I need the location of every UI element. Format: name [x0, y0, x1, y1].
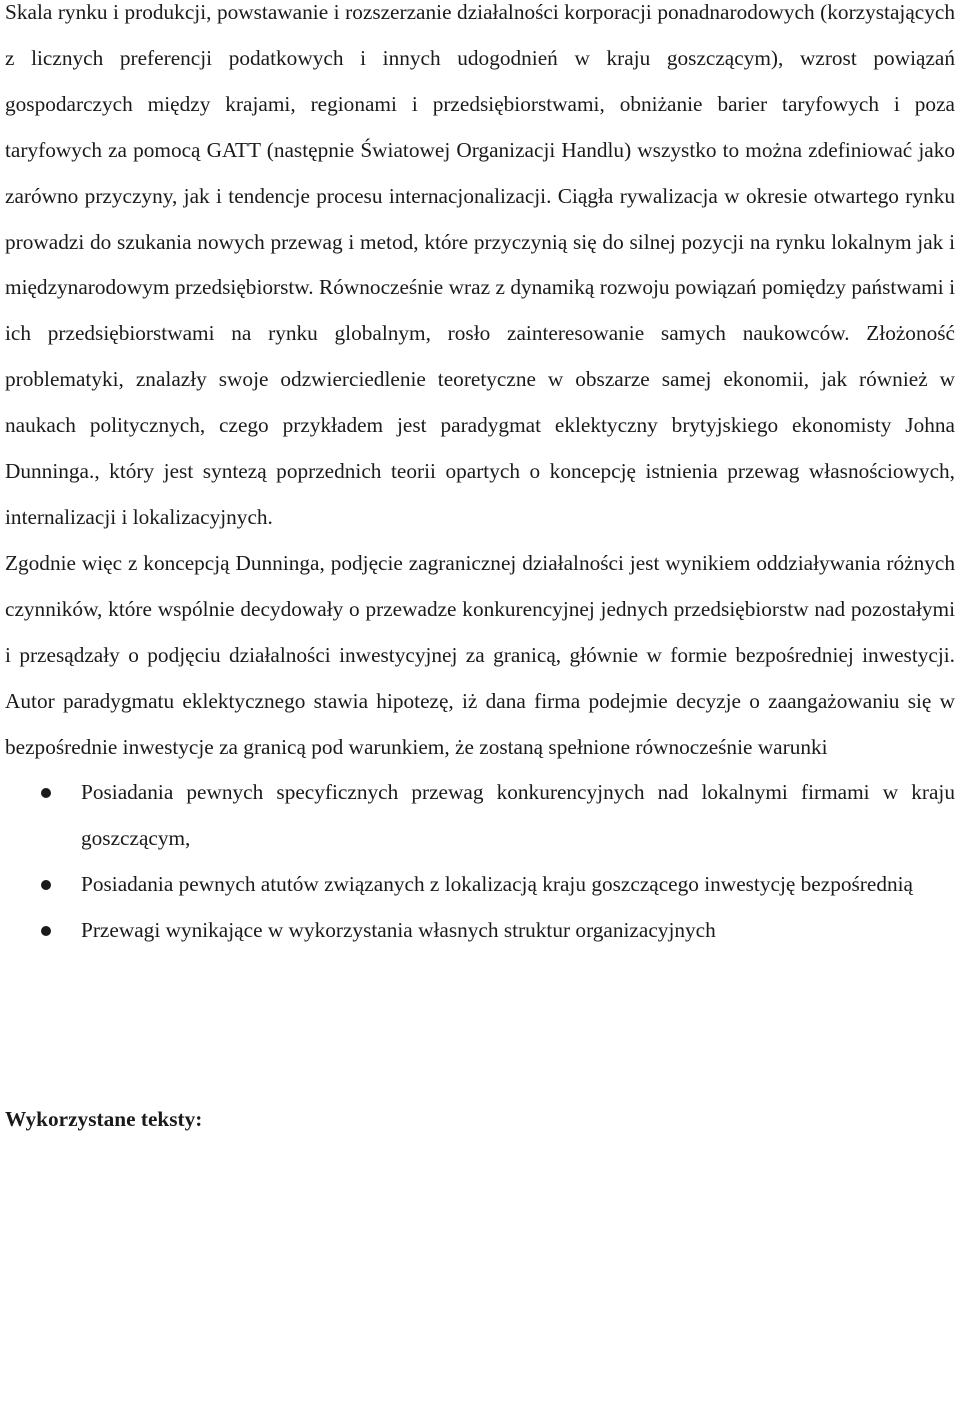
- list-item: [5, 908, 955, 954]
- paragraph-dunning-paradigm: Zgodnie więc z koncepcją Dunninga, podjęcie zagranicznej działalności jest wynikiem oddziaływania różnych czynników, które wspólnie decydowały o przewadze konkurencyjnej jednych przedsiębiorstw nad pozostałymi i przesądzały o podjęciu działalności inwestycyjnej za granicą, głównie w formie bezpośredniej inwestycji. Autor paradygmatu eklektycznego stawia hipotezę, iż dana firma podejmie decyzje o zaangażowaniu się w bezpośrednie inwestycje za granicą pod warunkiem, że zostaną spełnione równocześnie warunki: [5, 550, 955, 759]
- bullet-icon: [41, 880, 51, 890]
- bullet-icon: [41, 926, 51, 936]
- conditions-list: [5, 770, 955, 954]
- list-item: [5, 862, 955, 908]
- list-item: [5, 770, 955, 862]
- list-item-text: Przewagi wynikające w wykorzystania własnych struktur organizacyjnych: [81, 918, 716, 943]
- paragraph-internationalization: Skala rynku i produkcji, powstawanie i rozszerzanie działalności korporacji ponadnarodowych (korzystających z licznych preferencji podatkowych i innych udogodnień w kraju goszczącym), wzrost powiązań gospodarczych między krajami, regionami i przedsiębiorstwami, obniżanie barier taryfowych i poza taryfowych za pomocą GATT (następnie Światowej Organizacji Handlu) wszystko to można zdefiniować jako zarówno przyczyny, jak i tendencje procesu internacjonalizacji. Ciągła rywalizacja w okresie otwartego rynku prowadzi do szukania nowych przewag i metod, które przyczynią się do silnej pozycji na rynku lokalnym jak i międzynarodowym przedsiębiorstw. Równocześnie wraz z dynamiką rozwoju powiązań pomiędzy państwami i ich przedsiębiorstwami na rynku globalnym, rosło zainteresowanie samych naukowców. Złożoność problematyki, znalazły swoje odzwierciedlenie teoretyczne w obszarze samej ekonomii, jak również w naukach politycznych, czego przykładem jest paradygmat eklektyczny brytyjskiego ekonomisty Johna Dunninga., który jest syntezą poprzednich teorii opartych o koncepcję istnienia przewag własnościowych, internalizacji i lokalizacyjnych.: [5, 0, 955, 529]
- list-item-text: Posiadania pewnych atutów związanych z lokalizacją kraju goszczącego inwestycję bezpośrednią: [81, 872, 913, 897]
- bullet-icon: [41, 788, 51, 798]
- blank-space: [5, 954, 955, 1097]
- section-heading: Wykorzystane teksty:: [5, 1107, 203, 1132]
- list-item-text: Posiadania pewnych specyficznych przewag konkurencyjnych nad lokalnymi firmami w kraju goszczącym,: [81, 780, 955, 851]
- document-page: [5, 0, 955, 1143]
